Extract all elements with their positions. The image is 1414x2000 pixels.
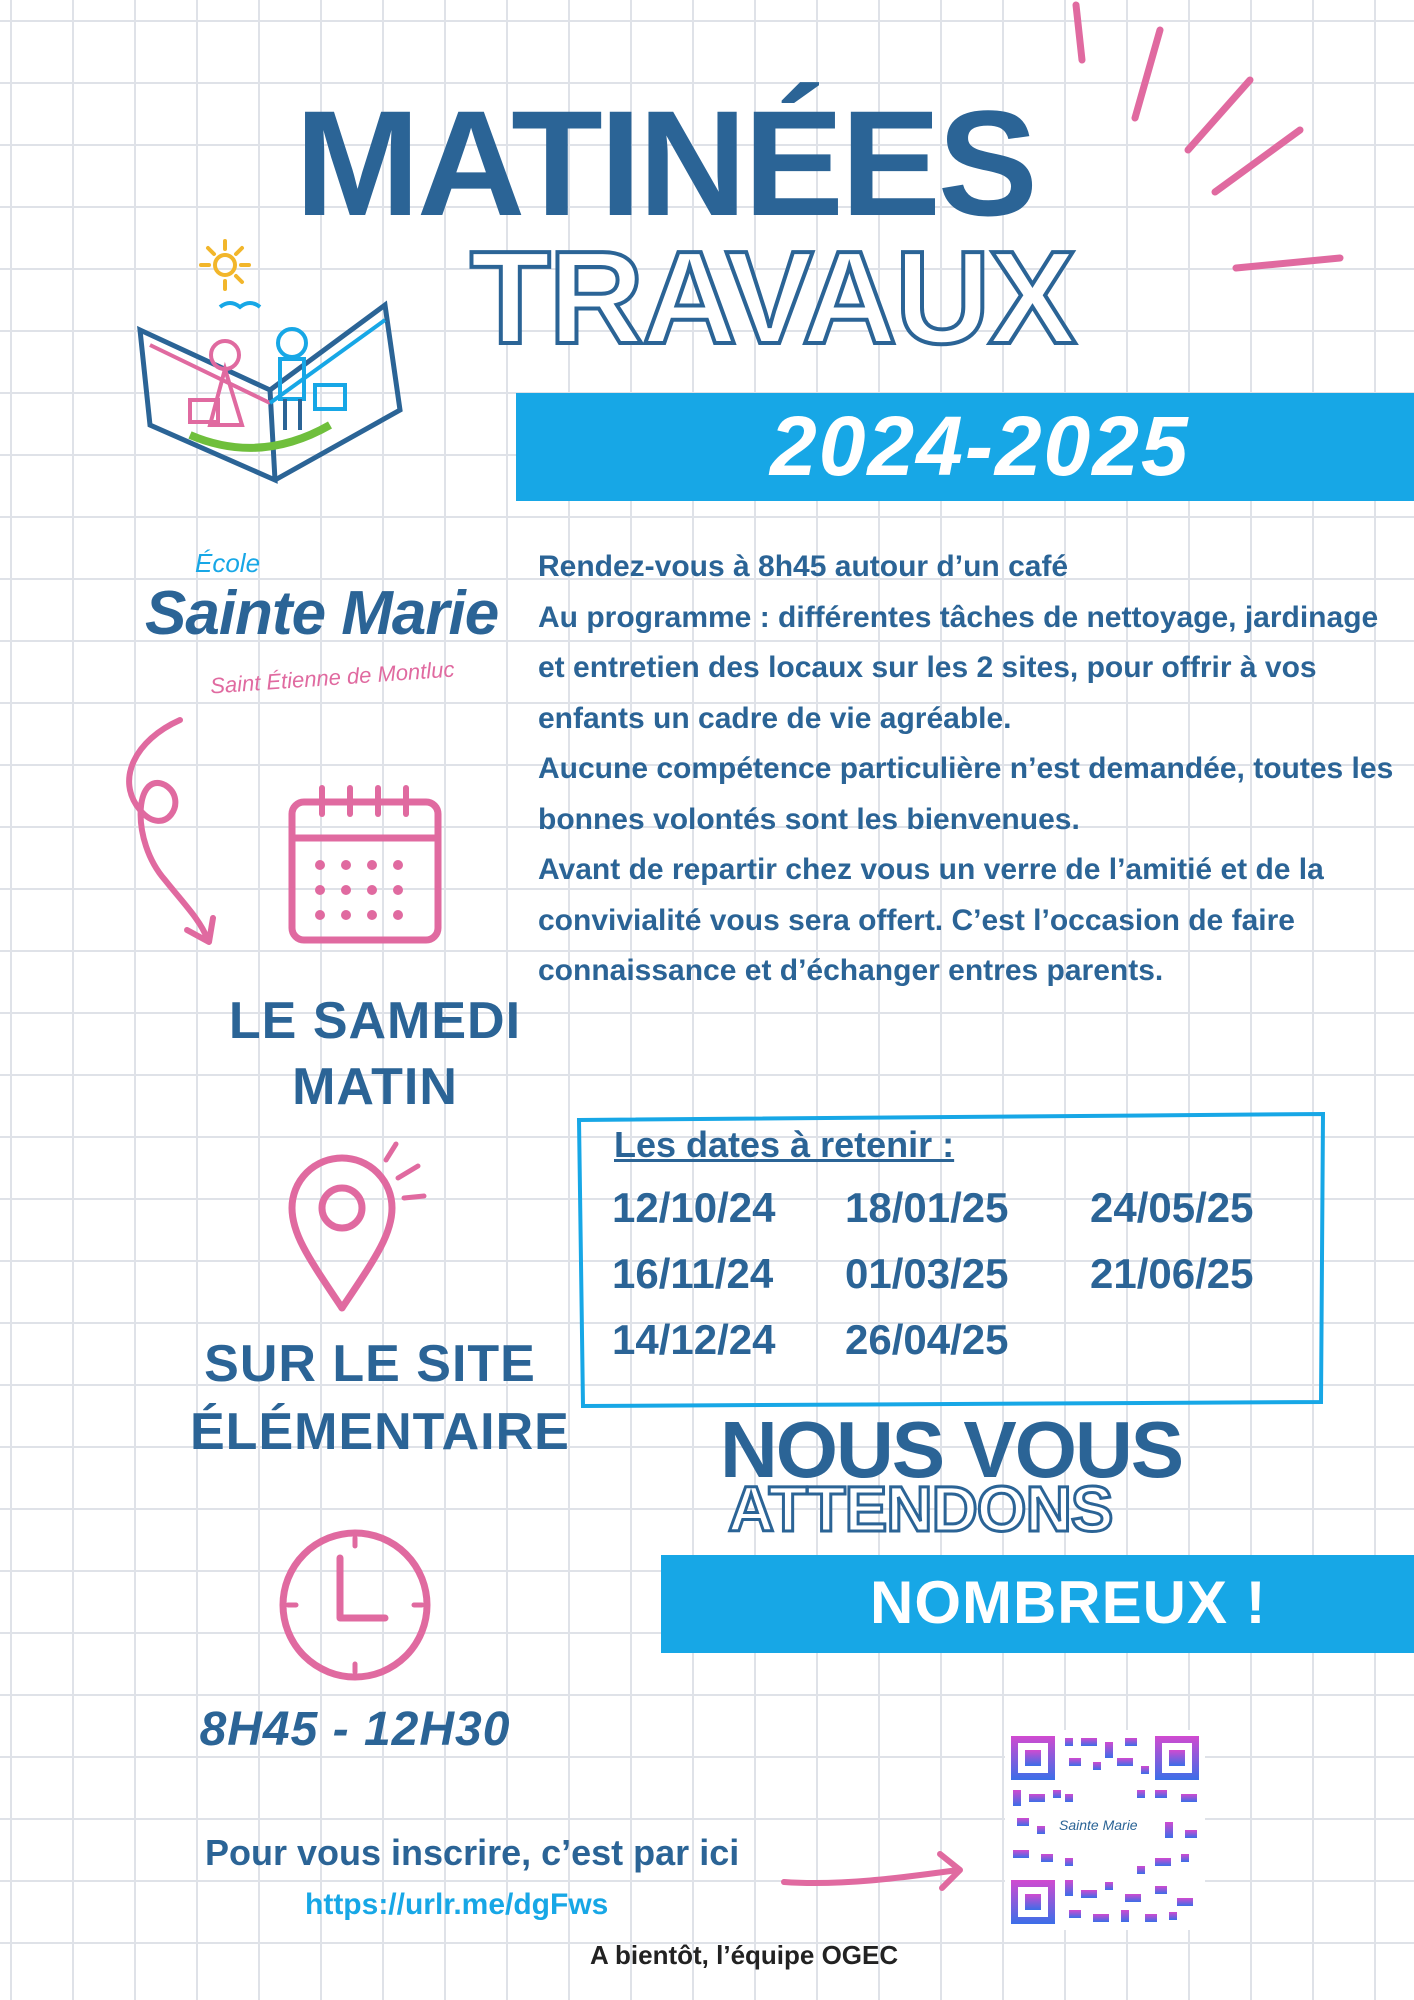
qr-center-label: Sainte Marie [1055,1815,1142,1835]
signup-link[interactable]: https://urlr.me/dgFws [305,1888,609,1921]
day-line-1: LE SAMEDI [228,992,522,1050]
date-item: 01/03/25 [845,1250,1009,1297]
signature: A bientôt, l’équipe OGEC [590,1940,899,1970]
place-line-1: SUR LE SITE [204,1335,536,1393]
intro-paragraph: Avant de repartir chez vous un verre de l’amitié et de la convivialité vous sera offert. C’est l’occasion de faire connaissance et d’échanger entres parents. [538,853,1324,987]
place-line-2: ÉLÉMENTAIRE [190,1403,570,1461]
place-label [190,1330,570,1466]
closing-line-3: NOMBREUX ! [870,1569,1267,1636]
date-item: 26/04/25 [845,1316,1009,1363]
school-prefix: École [195,548,261,578]
date-item: 24/05/25 [1090,1184,1254,1231]
day-line-2: MATIN [292,1058,458,1116]
curly-arrow-icon [95,700,245,950]
date-item: 18/01/25 [845,1184,1009,1231]
day-label [225,988,525,1120]
date-item: 12/10/24 [612,1184,776,1231]
date-item: 14/12/24 [612,1316,776,1363]
closing-line-2: ATTENDONS [728,1473,1113,1545]
hours-label: 8H45 - 12H30 [199,1703,511,1756]
intro-text [538,542,1398,997]
intro-paragraph: Rendez-vous à 8h45 autour d’un café [538,550,1069,583]
date-item: 16/11/24 [612,1250,774,1297]
intro-paragraph: Aucune compétence particulière n’est demandée, toutes les bonnes volontés sont les bienvenues. [538,752,1394,836]
year-text: 2024-2025 [770,399,1190,493]
school-town: Saint Étienne de Montluc [209,656,456,699]
signup-label: Pour vous inscrire, c’est par ici [205,1832,740,1873]
closing-line-1: NOUS VOUS [720,1405,1183,1494]
clock-icon [270,1520,440,1690]
title-line-1: MATINÉES [295,79,1035,247]
arrow-right-icon [780,1848,970,1898]
school-name: Sainte Marie [145,579,499,648]
school-logo-book-icon [130,235,420,515]
title-line-2: TRAVAUX [470,224,1075,371]
date-item: 21/06/25 [1090,1250,1254,1297]
location-pin-icon [280,1140,430,1320]
intro-paragraph: Au programme : différentes tâches de nettoyage, jardinage et entretien des locaux sur les 2 sites, pour offrir à vos enfants un cadre de vie agréable. [538,600,1379,735]
calendar-icon [280,780,450,950]
dates-title: Les dates à retenir : [614,1124,955,1165]
